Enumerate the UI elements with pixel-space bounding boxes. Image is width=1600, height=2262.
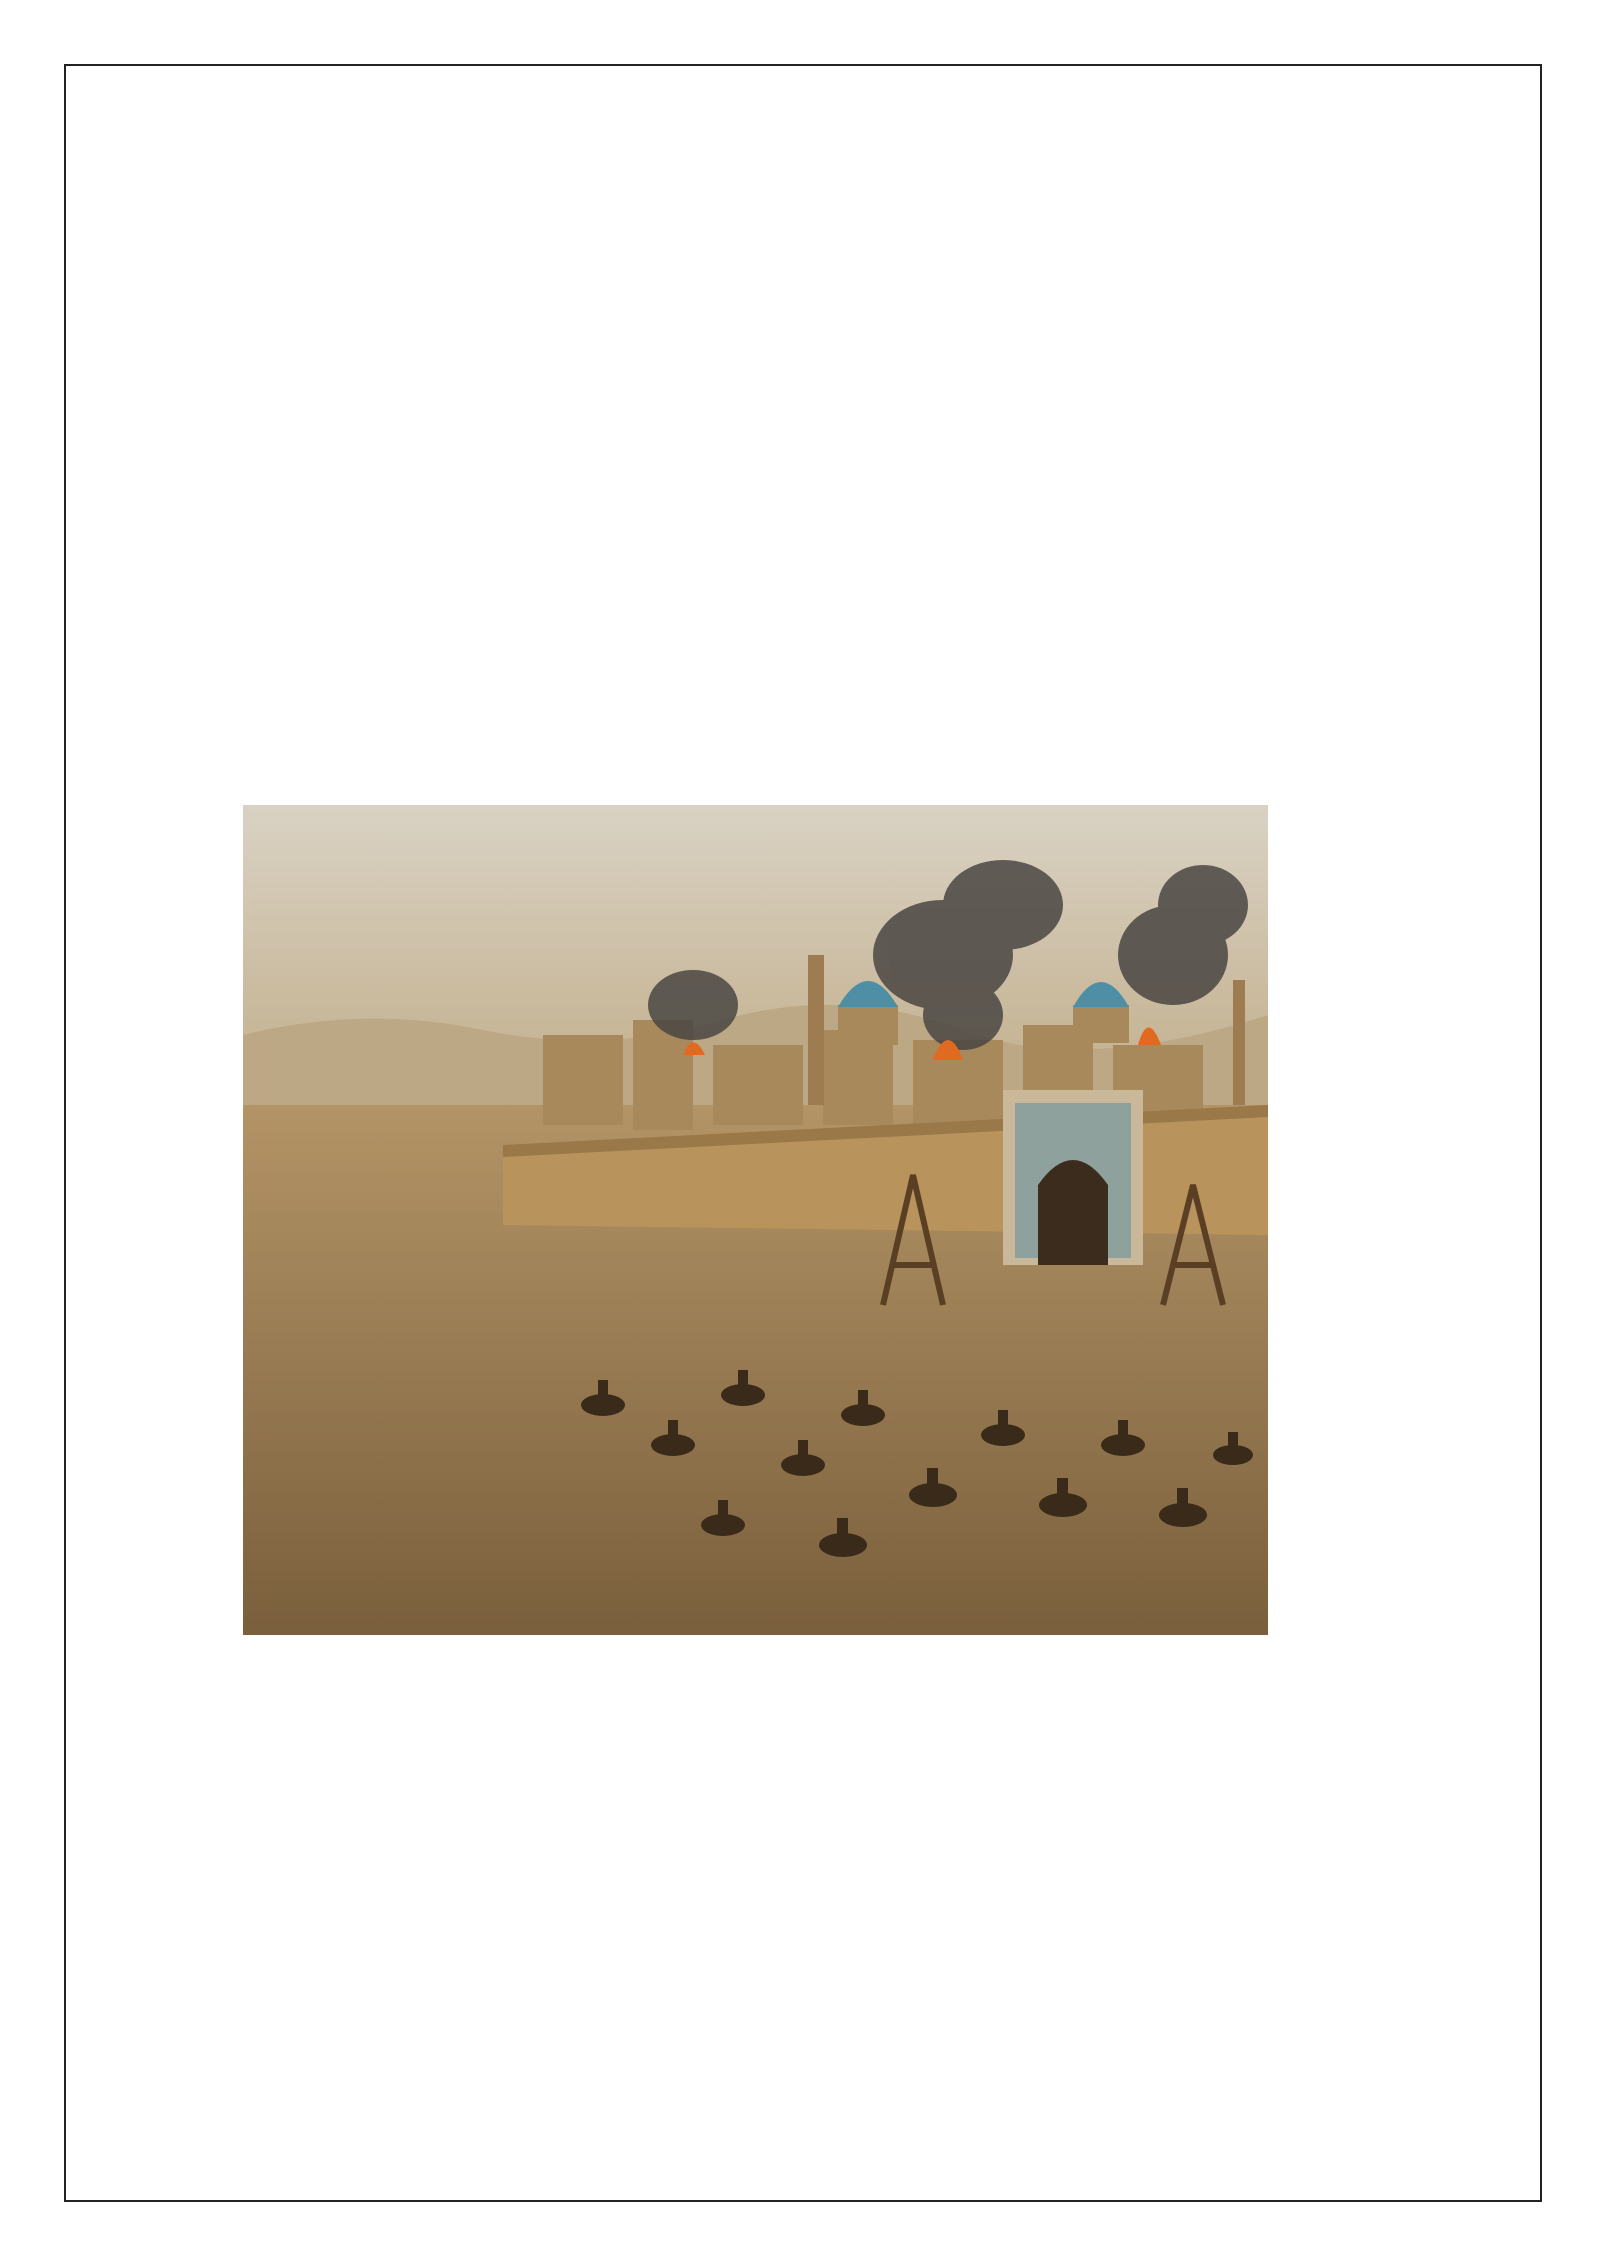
plan-item: [200, 366, 250, 431]
illustration: [243, 805, 1268, 1635]
minaret: [808, 955, 824, 1105]
minaret: [1233, 980, 1245, 1105]
plan-item: [200, 496, 250, 561]
plan-item: [200, 431, 250, 496]
plan-list: [200, 366, 250, 626]
city-gate: [1003, 1090, 1143, 1265]
plan-item: [200, 561, 250, 626]
